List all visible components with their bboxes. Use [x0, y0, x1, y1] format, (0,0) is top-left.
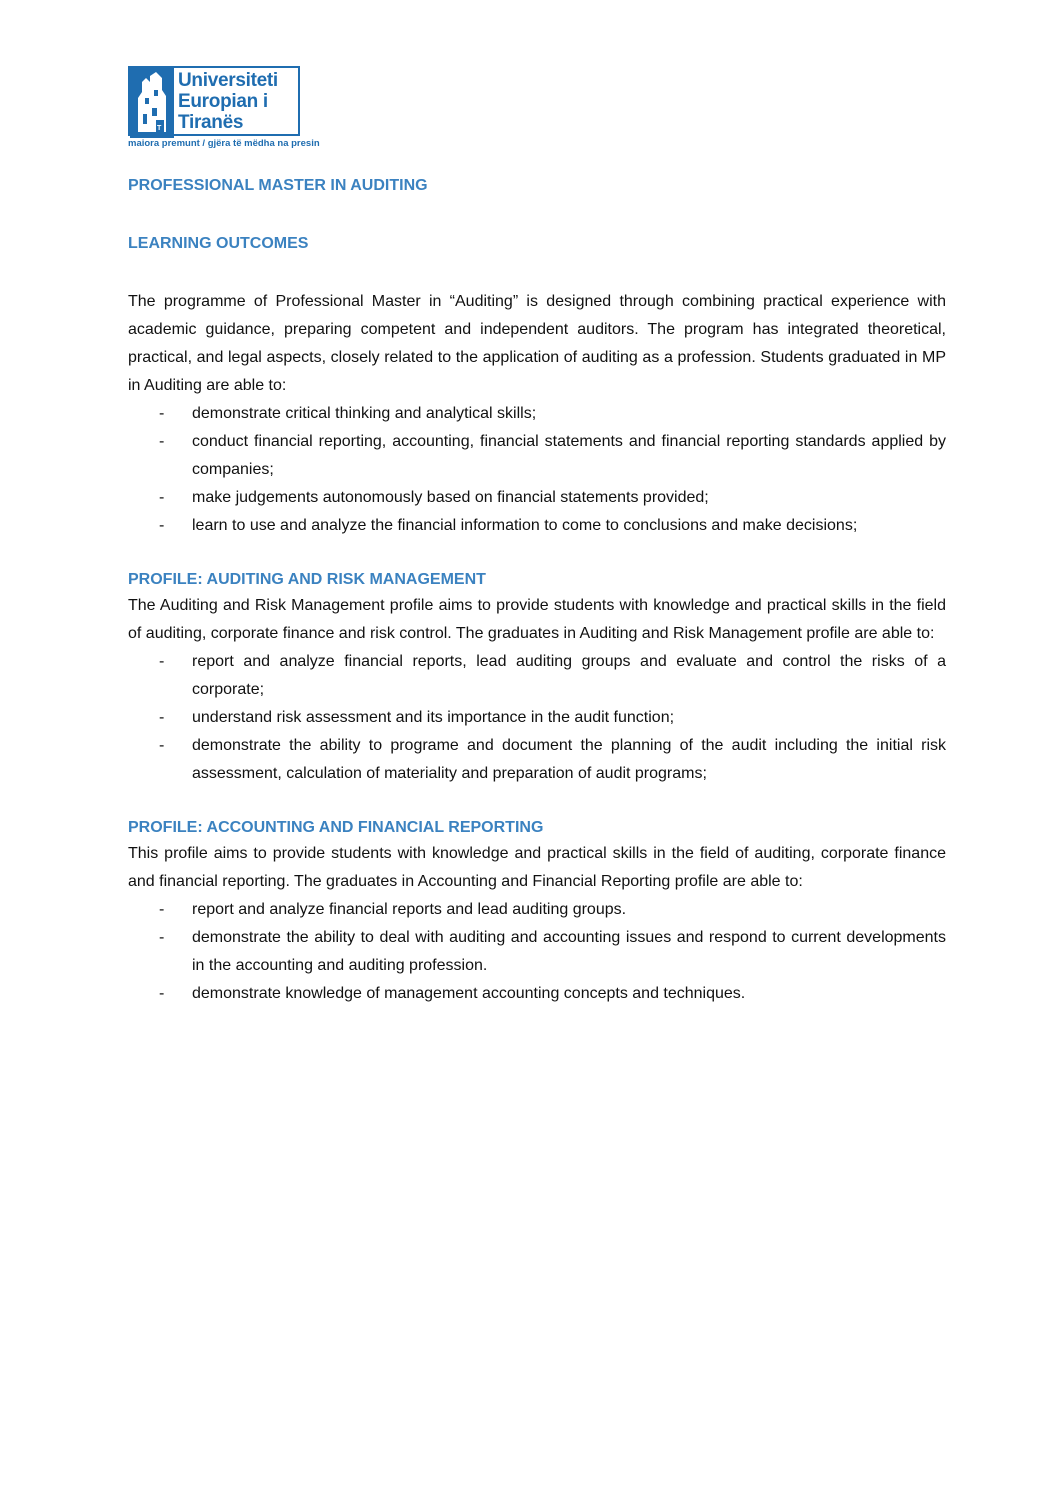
accounting-profile-intro: This profile aims to provide students with knowledge and practical skills in the field of auditing, corporate finance and financial reporting. The graduates in Accounting and Financial Reporting profile are able to: [128, 845, 946, 890]
document-body [128, 174, 946, 1008]
list-item [128, 512, 946, 540]
list-item [128, 428, 946, 484]
bullet-dash: - [159, 489, 165, 506]
logo-line-2: Europian i [178, 91, 268, 112]
list-item [128, 924, 946, 980]
list-item-text: report and analyze financial reports and lead auditing groups. [192, 901, 627, 918]
logo-wordmark [178, 70, 278, 133]
audit-profile-intro: The Auditing and Risk Management profile aims to provide students with knowledge and practical skills in the field of auditing, corporate finance and risk control. The graduates in Auditing and Risk Management profile are able to: [128, 597, 946, 642]
logo-line-3: Tiranës [178, 112, 244, 133]
learning-outcomes-list [128, 400, 946, 540]
list-item-text: demonstrate the ability to deal with auditing and accounting issues and respond to current developments in the accounting and auditing profession. [192, 929, 946, 974]
logo-tagline: maiora premunt / gjëra të mëdha na presin [128, 138, 320, 149]
document-title: PROFESSIONAL MASTER IN AUDITING [128, 177, 428, 194]
list-item-text: demonstrate knowledge of management accounting concepts and techniques. [192, 985, 746, 1002]
bullet-dash: - [159, 985, 165, 1002]
list-item-text: understand risk assessment and its importance in the audit function; [192, 709, 675, 726]
accounting-profile-list [128, 896, 946, 1008]
list-item [128, 648, 946, 704]
list-item [128, 896, 946, 924]
bullet-dash: - [159, 901, 165, 918]
bullet-dash: - [159, 405, 165, 422]
learning-outcomes-heading: LEARNING OUTCOMES [128, 235, 309, 252]
logo-frame [128, 66, 300, 136]
bullet-dash: - [159, 517, 165, 534]
list-item-text: demonstrate critical thinking and analytical skills; [192, 405, 537, 422]
list-item-text: learn to use and analyze the financial information to come to conclusions and make decisions; [192, 517, 858, 534]
list-item [128, 980, 946, 1008]
learning-outcomes-intro: The programme of Professional Master in “Auditing” is designed through combining practical experience with academic guidance, preparing competent and independent auditors. The program has integrated theoretical, practical, and legal aspects, closely related to the application of auditing as a profession. Students graduated in MP in Auditing are able to: [128, 293, 946, 394]
audit-profile-list [128, 648, 946, 788]
list-item [128, 732, 946, 788]
university-logo [128, 66, 320, 152]
list-item [128, 400, 946, 428]
svg-text:T: T [157, 125, 162, 132]
list-item-text: demonstrate the ability to programe and document the planning of the audit including the initial risk assessment, calculation of materiality and preparation of audit programs; [192, 737, 946, 782]
bullet-dash: - [159, 433, 165, 450]
list-item-text: make judgements autonomously based on financial statements provided; [192, 489, 709, 506]
list-item-text: conduct financial reporting, accounting, financial statements and financial reporting standards applied by companies; [192, 433, 946, 478]
castle-emblem-icon [130, 68, 174, 138]
bullet-dash: - [159, 653, 165, 670]
bullet-dash: - [159, 737, 165, 754]
logo-line-1: Universiteti [178, 70, 278, 91]
bullet-dash: - [159, 929, 165, 946]
list-item [128, 704, 946, 732]
list-item-text: report and analyze financial reports, lead auditing groups and evaluate and control the risks of a corporate; [192, 653, 946, 698]
audit-profile-heading: PROFILE: AUDITING AND RISK MANAGEMENT [128, 571, 486, 588]
list-item [128, 484, 946, 512]
accounting-profile-heading: PROFILE: ACCOUNTING AND FINANCIAL REPORTING [128, 819, 544, 836]
bullet-dash: - [159, 709, 165, 726]
